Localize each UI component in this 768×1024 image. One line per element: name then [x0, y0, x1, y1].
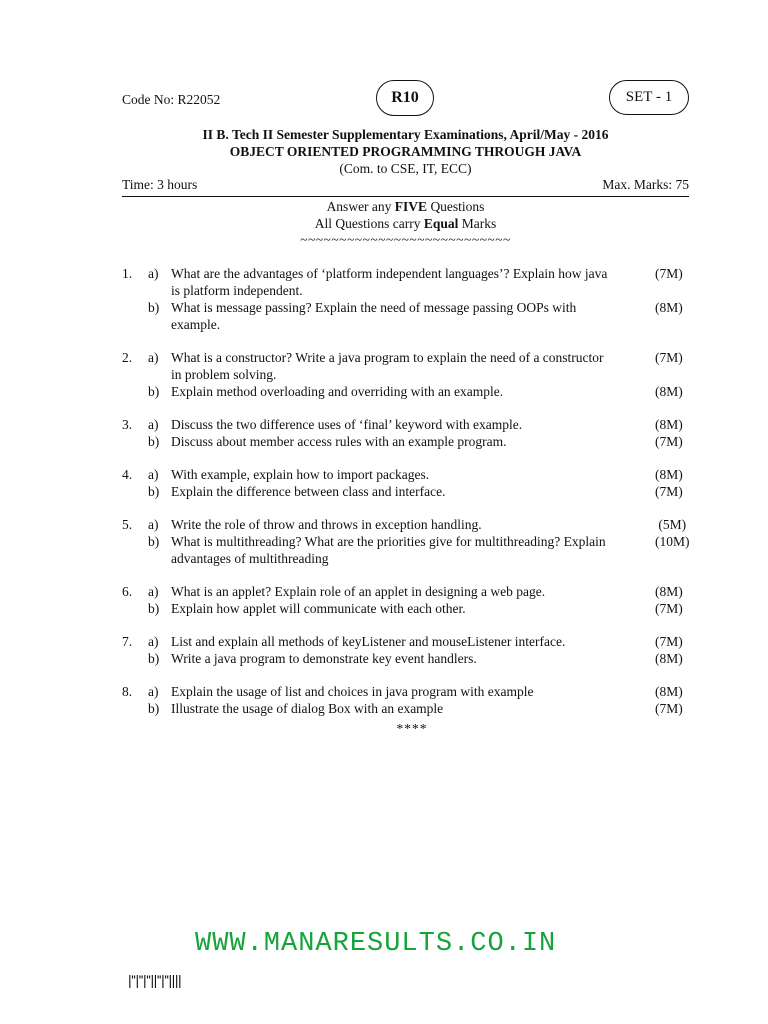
marks-label: (8M)	[655, 300, 683, 315]
question-row	[122, 683, 692, 700]
question-row	[122, 533, 692, 550]
question-text: Explain method overloading and overriding with an example.	[171, 384, 504, 399]
marks-label: (8M)	[655, 651, 683, 666]
part-label: a)	[148, 517, 159, 532]
question-number: 3.	[122, 417, 133, 432]
question-text: What is message passing? Explain the need of message passing OOPs with	[171, 300, 577, 315]
question-3	[122, 416, 692, 450]
part-label	[148, 282, 171, 299]
question-text: List and explain all methods of keyListener and mouseListener interface.	[171, 634, 566, 649]
max-marks: Max. Marks: 75	[602, 177, 689, 192]
marks-label	[651, 282, 692, 299]
marks-label: (7M)	[655, 434, 683, 449]
part-label: b)	[148, 651, 160, 666]
question-row	[122, 516, 692, 533]
question-number	[122, 383, 148, 400]
question-text: Explain how applet will communicate with each other.	[171, 601, 466, 616]
instruction-equal-marks: All Questions carry Equal Marks	[314, 216, 497, 231]
question-number	[122, 533, 148, 550]
question-5	[122, 516, 692, 567]
question-text: What is an applet? Explain role of an applet in designing a web page.	[171, 584, 546, 599]
question-6	[122, 583, 692, 617]
question-number	[122, 433, 148, 450]
part-label: b)	[148, 300, 160, 315]
part-label: b)	[148, 701, 160, 716]
question-number: 4.	[122, 467, 133, 482]
question-number	[122, 366, 148, 383]
code-number: Code No: R22052	[122, 92, 221, 107]
question-text: Discuss about member access rules with an example program.	[171, 434, 507, 449]
question-row	[122, 366, 692, 383]
part-label: b)	[148, 434, 160, 449]
question-number	[122, 299, 148, 316]
question-text: Explain the difference between class and interface.	[171, 484, 446, 499]
part-label: a)	[148, 350, 159, 365]
question-row	[122, 550, 692, 567]
question-number	[122, 700, 148, 717]
question-row	[122, 633, 692, 650]
part-label: a)	[148, 266, 159, 281]
instruction-answer-five: Answer any FIVE Questions	[326, 199, 485, 214]
question-2	[122, 349, 692, 400]
question-row	[122, 416, 692, 433]
question-number	[122, 282, 148, 299]
exam-title: II B. Tech II Semester Supplementary Examinations, April/May - 2016	[202, 127, 609, 142]
part-label	[148, 316, 171, 333]
marks-label: (8M)	[655, 384, 683, 399]
question-row	[122, 600, 692, 617]
question-text: What is a constructor? Write a java program to explain the need of a constructor	[171, 350, 604, 365]
question-text: in problem solving.	[171, 367, 277, 382]
part-label: a)	[148, 684, 159, 699]
regulation-badge: R10	[376, 80, 434, 116]
question-text: is platform independent.	[171, 283, 303, 298]
marks-label: (8M)	[655, 417, 683, 432]
question-row	[122, 700, 692, 717]
part-label: a)	[148, 584, 159, 599]
subject-title: OBJECT ORIENTED PROGRAMMING THROUGH JAVA	[229, 144, 582, 159]
marks-label: (7M)	[655, 701, 683, 716]
part-label	[148, 550, 171, 567]
marks-label	[651, 316, 692, 333]
question-number: 5.	[122, 517, 133, 532]
part-label: a)	[148, 634, 159, 649]
part-label: b)	[148, 384, 160, 399]
question-row	[122, 383, 692, 400]
question-number: 7.	[122, 634, 133, 649]
question-number	[122, 316, 148, 333]
question-row	[122, 483, 692, 500]
question-row	[122, 433, 692, 450]
question-text: advantages of multithreading	[171, 551, 329, 566]
question-list	[122, 265, 692, 733]
part-label: b)	[148, 601, 160, 616]
question-number	[122, 550, 148, 567]
marks-label: (10M)	[655, 534, 690, 549]
branches-note: (Com. to CSE, IT, ECC)	[339, 161, 472, 176]
question-text: Discuss the two difference uses of ‘final’ keyword with example.	[171, 417, 523, 432]
question-text: Illustrate the usage of dialog Box with an example	[171, 701, 444, 716]
marks-label: (8M)	[655, 467, 683, 482]
marks-label: (5M)	[655, 517, 687, 532]
question-text: What is multithreading? What are the priorities give for multithreading? Explain	[171, 534, 606, 549]
marks-label: (7M)	[655, 266, 683, 281]
question-row	[122, 583, 692, 600]
question-number	[122, 650, 148, 667]
part-label: b)	[148, 534, 160, 549]
question-number: 2.	[122, 350, 133, 365]
question-text: With example, explain how to import packages.	[171, 467, 430, 482]
set-badge: SET - 1	[609, 80, 689, 115]
question-7	[122, 633, 692, 667]
time-duration: Time: 3 hours	[122, 177, 198, 192]
question-number: 8.	[122, 684, 133, 699]
question-number: 6.	[122, 584, 133, 599]
barcode-text: |''|''|''||''|''||||	[128, 972, 182, 988]
question-text: Write a java program to demonstrate key event handlers.	[171, 651, 477, 666]
question-row	[122, 349, 692, 366]
part-label	[148, 366, 171, 383]
question-number	[122, 483, 148, 500]
question-number: 1.	[122, 266, 133, 281]
question-4	[122, 466, 692, 500]
marks-label: (8M)	[655, 684, 683, 699]
question-row	[122, 650, 692, 667]
question-1	[122, 265, 692, 333]
marks-label: (7M)	[655, 634, 683, 649]
question-text: Explain the usage of list and choices in java program with example	[171, 684, 534, 699]
marks-label	[651, 366, 692, 383]
header-divider	[122, 196, 689, 197]
website-watermark: WWW.MANARESULTS.CO.IN	[195, 929, 557, 959]
marks-label	[651, 550, 692, 567]
marks-label: (7M)	[655, 484, 683, 499]
question-row	[122, 299, 692, 316]
part-label: a)	[148, 417, 159, 432]
question-row	[122, 282, 692, 299]
marks-label: (7M)	[655, 350, 683, 365]
part-label: a)	[148, 467, 159, 482]
marks-label: (7M)	[655, 601, 683, 616]
marks-label: (8M)	[655, 584, 683, 599]
question-text: Write the role of throw and throws in exception handling.	[171, 517, 482, 532]
question-row	[122, 316, 692, 333]
question-number	[122, 600, 148, 617]
question-text: example.	[171, 317, 221, 332]
part-label: b)	[148, 484, 160, 499]
question-row	[122, 265, 692, 282]
tilde-separator: ~~~~~~~~~~~~~~~~~~~~~~~~~~~	[300, 232, 511, 247]
end-mark: ****	[396, 721, 428, 736]
question-8	[122, 683, 692, 717]
question-text: What are the advantages of ‘platform independent languages’? Explain how java	[171, 266, 608, 281]
question-row	[122, 466, 692, 483]
